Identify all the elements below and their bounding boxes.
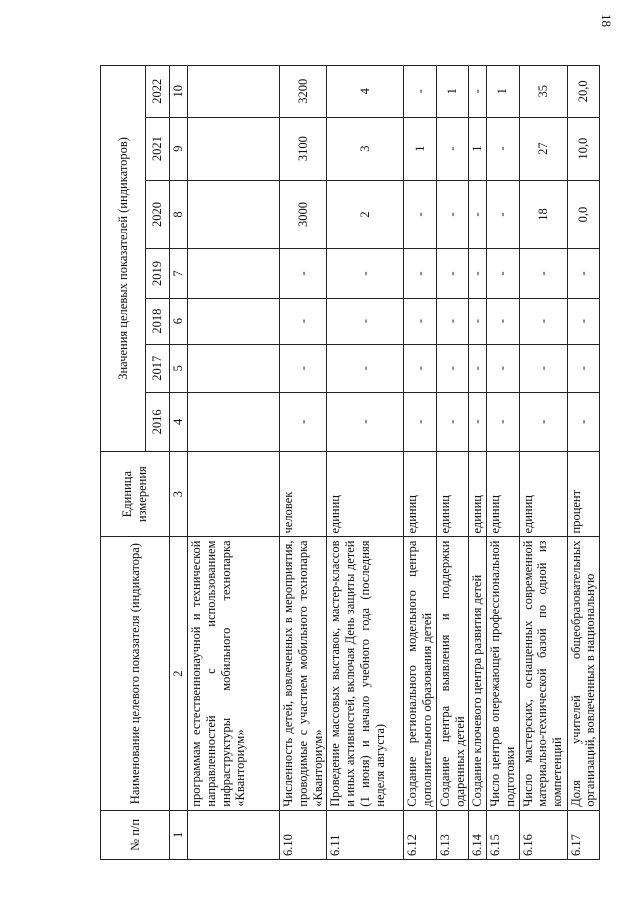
column-number: 8 xyxy=(170,180,188,249)
column-number: 7 xyxy=(170,249,188,298)
value-cell: - xyxy=(404,298,437,344)
table-row xyxy=(487,66,520,860)
value-cell: - xyxy=(280,298,327,344)
header-year: 2021 xyxy=(146,117,170,180)
value-cell: - xyxy=(327,298,404,344)
value-cell xyxy=(188,66,280,118)
value-cell: - xyxy=(487,249,520,298)
value-cell: - xyxy=(404,249,437,298)
header-year: 2018 xyxy=(146,298,170,344)
table-row xyxy=(519,66,567,860)
value-cell xyxy=(188,249,280,298)
value-cell: - xyxy=(327,249,404,298)
column-number: 10 xyxy=(170,66,188,118)
value-cell: - xyxy=(436,344,469,392)
header-year: 2020 xyxy=(146,180,170,249)
unit-cell: процент xyxy=(567,451,600,537)
value-cell: - xyxy=(280,249,327,298)
column-number: 6 xyxy=(170,298,188,344)
indicator-name: программам естественнонаучной и технической направленностей с использованием инфраструктуры мобильного технопарка «Кванториум» xyxy=(188,537,280,810)
value-cell: 18 xyxy=(519,180,567,249)
value-cell: 1 xyxy=(404,117,437,180)
value-cell: - xyxy=(436,392,469,451)
column-number: 1 xyxy=(170,810,188,859)
value-cell: 3000 xyxy=(280,180,327,249)
value-cell: - xyxy=(436,249,469,298)
row-number: 6.11 xyxy=(327,810,404,859)
unit-cell: единиц xyxy=(469,451,487,537)
header-name: Наименование целевого показателя (индикатора) xyxy=(101,537,170,810)
column-number: 2 xyxy=(170,537,188,810)
unit-cell: единиц xyxy=(404,451,437,537)
table-row xyxy=(327,66,404,860)
unit-cell: единиц xyxy=(327,451,404,537)
value-cell: 3 xyxy=(327,117,404,180)
indicator-name: Создание ключевого центра развития детей xyxy=(469,537,487,810)
value-cell: - xyxy=(487,298,520,344)
value-cell: - xyxy=(469,344,487,392)
value-cell: - xyxy=(519,392,567,451)
indicator-name: Создание регионального модельного центра дополнительного образования детей xyxy=(404,537,437,810)
value-cell: - xyxy=(469,298,487,344)
table-row xyxy=(280,66,327,860)
unit-cell: человек xyxy=(280,451,327,537)
row-number: 6.17 xyxy=(567,810,600,859)
unit-cell: единиц xyxy=(519,451,567,537)
column-number: 5 xyxy=(170,344,188,392)
value-cell: - xyxy=(280,392,327,451)
value-cell: 3100 xyxy=(280,117,327,180)
row-number: 6.13 xyxy=(436,810,469,859)
value-cell: 3200 xyxy=(280,66,327,118)
indicator-name: Создание центра выявления и поддержки одаренных детей xyxy=(436,537,469,810)
table-row xyxy=(567,66,600,860)
row-number: 6.14 xyxy=(469,810,487,859)
table-row xyxy=(469,66,487,860)
value-cell: - xyxy=(487,344,520,392)
value-cell: - xyxy=(519,298,567,344)
table-row xyxy=(436,66,469,860)
value-cell: 35 xyxy=(519,66,567,118)
value-cell xyxy=(188,180,280,249)
indicator-name: Число центров опережающей профессиональной подготовки xyxy=(487,537,520,810)
value-cell: 20,0 xyxy=(567,66,600,118)
row-number: 6.10 xyxy=(280,810,327,859)
table-row xyxy=(188,66,280,860)
value-cell: - xyxy=(469,66,487,118)
value-cell: - xyxy=(404,344,437,392)
value-cell: - xyxy=(567,344,600,392)
row-number: 6.15 xyxy=(487,810,520,859)
value-cell: - xyxy=(436,117,469,180)
column-number: 4 xyxy=(170,392,188,451)
indicator-name: Доля учителей общеобразовательных организаций, вовлеченных в национальную xyxy=(567,537,600,810)
value-cell xyxy=(188,117,280,180)
value-cell: - xyxy=(469,392,487,451)
value-cell: - xyxy=(487,180,520,249)
row-number: 6.12 xyxy=(404,810,437,859)
value-cell: - xyxy=(404,66,437,118)
value-cell: - xyxy=(327,344,404,392)
value-cell: - xyxy=(567,298,600,344)
value-cell: - xyxy=(487,117,520,180)
indicator-name: Численность детей, вовлеченных в мероприятия, проводимые с участием мобильного технопарка «Кванториум» xyxy=(280,537,327,810)
value-cell xyxy=(188,344,280,392)
header-year: 2022 xyxy=(146,66,170,118)
header-year: 2016 xyxy=(146,392,170,451)
value-cell: 10,0 xyxy=(567,117,600,180)
value-cell: - xyxy=(519,249,567,298)
value-cell: 2 xyxy=(327,180,404,249)
value-cell: - xyxy=(567,392,600,451)
value-cell: - xyxy=(280,344,327,392)
unit-cell: единиц xyxy=(436,451,469,537)
rotated-table-wrapper xyxy=(100,65,598,860)
column-number: 3 xyxy=(170,451,188,537)
value-cell: 1 xyxy=(469,117,487,180)
indicator-name: Проведение массовых выставок, мастер-классов и иных активностей, включая День защиты детей (1 июня) и начало учебного года (последняя неделя августа) xyxy=(327,537,404,810)
value-cell xyxy=(188,392,280,451)
header-num: № п/п xyxy=(101,810,170,859)
value-cell: - xyxy=(404,392,437,451)
column-number: 9 xyxy=(170,117,188,180)
value-cell xyxy=(188,298,280,344)
value-cell: 4 xyxy=(327,66,404,118)
value-cell: 1 xyxy=(436,66,469,118)
value-cell: - xyxy=(404,180,437,249)
header-values: Значения целевых показателей (индикаторов) xyxy=(101,66,146,452)
value-cell: 27 xyxy=(519,117,567,180)
page-number: 18 xyxy=(599,14,614,27)
value-cell: - xyxy=(469,249,487,298)
unit-cell xyxy=(188,451,280,537)
value-cell: - xyxy=(487,392,520,451)
row-number: 6.16 xyxy=(519,810,567,859)
value-cell: - xyxy=(436,180,469,249)
value-cell: - xyxy=(469,180,487,249)
table-row xyxy=(404,66,437,860)
indicators-table xyxy=(100,65,600,860)
value-cell: - xyxy=(327,392,404,451)
row-number xyxy=(188,810,280,859)
header-year: 2017 xyxy=(146,344,170,392)
value-cell: - xyxy=(519,344,567,392)
value-cell: - xyxy=(567,249,600,298)
value-cell: - xyxy=(436,298,469,344)
header-unit: Единица измерения xyxy=(101,451,170,537)
header-year: 2019 xyxy=(146,249,170,298)
value-cell: 0,0 xyxy=(567,180,600,249)
indicator-name: Число мастерских, оснащенных современной материально-технической базой по одной из компетенций xyxy=(519,537,567,810)
unit-cell: единиц xyxy=(487,451,520,537)
value-cell: 1 xyxy=(487,66,520,118)
